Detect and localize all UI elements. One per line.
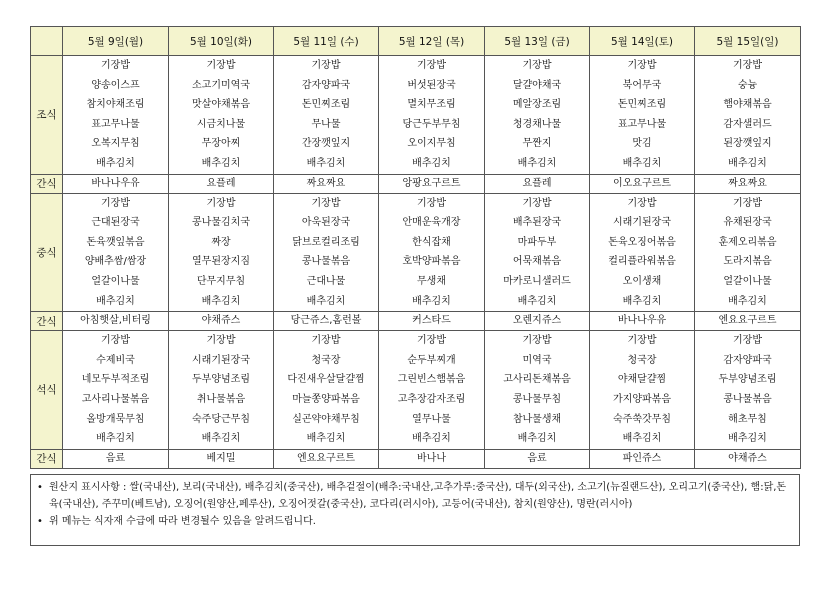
dish-item: 해초무침	[728, 413, 767, 425]
bullet-icon: •	[37, 516, 43, 527]
dish-item: 돈민찌조림	[301, 99, 351, 111]
dish-item: 어묵채볶음	[512, 256, 562, 268]
dish-item: 도라지볶음	[723, 256, 772, 268]
snack-item: 바나나우유	[617, 315, 667, 327]
dish-item: 기장밥	[206, 197, 236, 209]
dish-list	[379, 194, 484, 312]
meal-label-breakfast: 조식	[31, 56, 63, 175]
dish-item: 수제비국	[96, 354, 135, 366]
dish-item: 청경채나물	[512, 118, 562, 130]
snack-cell	[63, 312, 169, 331]
snack-cell	[169, 449, 274, 468]
dish-item: 취나물볶음	[196, 393, 246, 405]
snack-item: 오렌지쥬스	[512, 315, 562, 327]
dish-item: 열무나물	[412, 413, 451, 425]
snack-item: 당근쥬스,홈런볼	[290, 315, 362, 327]
day-header: 5월 12일 (목)	[379, 27, 485, 56]
snack-cell	[485, 312, 590, 331]
dish-item: 컬리플라워볶음	[608, 256, 676, 268]
snack-item: 앙팡요구르트	[402, 177, 461, 189]
snack-item: 요플레	[522, 177, 552, 189]
dish-item: 기장밥	[733, 197, 762, 209]
dish-item: 배추김치	[96, 295, 135, 307]
dish-item: 시래기된장국	[613, 217, 671, 229]
dish-item: 올방개묵무침	[86, 413, 145, 425]
snack-item: 짜요짜요	[728, 177, 767, 189]
snack-item: 베지밀	[206, 452, 236, 464]
meal-row	[31, 331, 801, 450]
dish-item: 배추김치	[412, 433, 451, 445]
dish-item: 감자양파국	[301, 79, 351, 91]
snack-cell	[485, 449, 590, 468]
dish-item: 맛김	[632, 138, 652, 150]
meal-label-snack: 간식	[31, 312, 63, 331]
dish-item: 고사리돈채볶음	[503, 374, 571, 386]
origin-text: 원산지 표시사항 : 쌀(국내산), 보리(국내산), 배추김치(중국산), 배추겉절이(배추:국내산,고추가루:중국산), 대두(외국산), 소고기(뉴질랜드산), 오리고기(중국산), 햄:닭,돈육(국내산), 주꾸미(베트남), 오징어(원양산,페루산), 오징어젓갈(중국산), 코다리(러시아), 고등어(국내산), 참치(원양산), 명란(러시아)	[49, 482, 787, 510]
dish-item: 그린빈스햄볶음	[397, 374, 466, 386]
dish-item: 표고무나물	[91, 118, 140, 130]
dish-list	[169, 56, 273, 174]
dish-item: 고추장감자조림	[397, 393, 466, 405]
dish-item: 맛살야채볶음	[192, 99, 250, 111]
dish-item: 돈민찌조림	[617, 99, 667, 111]
dish-list	[485, 56, 589, 174]
snack-cell	[169, 174, 274, 193]
dish-item: 미역국	[522, 354, 552, 366]
dish-item: 오복지무침	[91, 138, 140, 150]
dish-item: 기장밥	[206, 60, 236, 71]
dish-item: 된장깻잎지	[723, 138, 772, 150]
dish-item: 기장밥	[206, 335, 236, 347]
dish-item: 닭브로컬리조림	[292, 236, 360, 248]
dish-item: 청국장	[311, 354, 341, 366]
dish-item: 가지양파볶음	[613, 393, 671, 405]
dish-item: 달걀야채국	[512, 79, 562, 91]
dish-item: 배추김치	[728, 433, 767, 445]
notice-text: 위 메뉴는 식자재 수급에 따라 변경될수 있음을 알려드립니다.	[49, 516, 316, 527]
dish-item: 마카로니샐러드	[503, 275, 571, 287]
menu-cell	[590, 331, 695, 450]
dish-item: 실곤약야채무침	[292, 413, 360, 425]
menu-cell	[695, 193, 801, 312]
meal-label-snack: 간식	[31, 449, 63, 468]
snack-item: 바나나우유	[91, 177, 140, 189]
dish-item: 아욱된장국	[301, 217, 351, 229]
menu-cell	[379, 193, 485, 312]
dish-item: 버섯된장국	[407, 79, 456, 91]
menu-cell	[485, 193, 590, 312]
dish-item: 콩나물김치국	[192, 217, 250, 229]
dish-item: 오이생채	[622, 275, 662, 287]
snack-item: 요플레	[206, 177, 236, 189]
dish-item: 배추김치	[201, 433, 241, 445]
dish-item: 배추김치	[201, 295, 241, 307]
dish-list	[274, 56, 378, 174]
header-row	[31, 27, 801, 56]
menu-cell	[379, 331, 485, 450]
dish-item: 숙주쑥갓무침	[613, 413, 671, 425]
meal-label-snack: 간식	[31, 174, 63, 193]
dish-item: 마파두부	[517, 236, 557, 248]
snack-item: 엔요요구르트	[297, 452, 355, 464]
menu-cell	[485, 331, 590, 450]
dish-item: 무장아찌	[201, 138, 241, 150]
dish-item: 기장밥	[101, 60, 130, 71]
dish-item: 시래기된장국	[192, 354, 250, 366]
bullet-icon: •	[37, 482, 43, 493]
menu-cell	[590, 193, 695, 312]
dish-item: 열무된장지짐	[192, 256, 250, 268]
dish-item: 배추김치	[306, 295, 346, 307]
dish-item: 멸치무조림	[407, 99, 456, 111]
dish-item: 참치야채조림	[86, 99, 145, 111]
dish-item: 무나물	[311, 118, 341, 130]
snack-row	[31, 449, 801, 468]
dish-item: 짜장	[211, 236, 231, 248]
dish-item: 배추김치	[728, 295, 767, 307]
dish-item: 북어무국	[622, 79, 662, 91]
dish-item: 기장밥	[627, 60, 657, 71]
snack-item: 커스타드	[412, 315, 451, 327]
dish-item: 콩나물볶음	[723, 393, 772, 405]
dish-item: 무생채	[417, 275, 446, 287]
snack-item: 아침햇살,비터링	[80, 315, 151, 327]
dish-item: 무짠지	[522, 138, 552, 150]
dish-item: 배추김치	[517, 295, 557, 307]
snack-item: 바나나	[417, 452, 446, 464]
dish-list	[63, 194, 168, 312]
dish-item: 기장밥	[522, 335, 552, 347]
snack-cell	[274, 312, 379, 331]
meal-row	[31, 56, 801, 175]
dish-item: 기장밥	[311, 60, 341, 71]
dish-item: 시금치나물	[196, 118, 246, 130]
day-header: 5월 11일 (수)	[274, 27, 379, 56]
dish-item: 안매운육개장	[402, 217, 461, 229]
snack-item: 파인쥬스	[622, 452, 662, 464]
snack-cell	[63, 174, 169, 193]
menu-cell	[169, 193, 274, 312]
dish-item: 두부양념조림	[718, 374, 777, 386]
day-header: 5월 9일(월)	[63, 27, 169, 56]
dish-list	[169, 194, 273, 312]
dish-item: 배추김치	[517, 433, 557, 445]
dish-item: 배추김치	[412, 157, 451, 169]
dish-item: 근대나물	[306, 275, 346, 287]
dish-item: 배추김치	[201, 157, 241, 169]
dish-item: 고사리나물볶음	[81, 393, 150, 405]
dish-list	[63, 56, 168, 174]
snack-row	[31, 312, 801, 331]
snack-cell	[695, 174, 801, 193]
dish-item: 기장밥	[733, 60, 762, 71]
dish-item: 배추김치	[622, 433, 662, 445]
menu-cell	[590, 56, 695, 175]
snack-row	[31, 174, 801, 193]
menu-cell	[485, 56, 590, 175]
menu-cell	[169, 331, 274, 450]
dish-item: 두부양념조림	[192, 374, 250, 386]
snack-cell	[485, 174, 590, 193]
dish-item: 양배추쌈/쌈장	[84, 256, 147, 268]
menu-cell	[274, 193, 379, 312]
dish-item: 순두부찌개	[407, 354, 456, 366]
dish-item: 한식잡채	[412, 236, 451, 248]
dish-item: 양송이스프	[91, 79, 140, 91]
dish-item: 배추김치	[96, 433, 135, 445]
dish-item: 단무지무침	[196, 275, 246, 287]
dish-item: 메알장조림	[512, 99, 562, 111]
snack-cell	[590, 174, 695, 193]
dish-item: 네모두부적조림	[81, 374, 150, 386]
dish-item: 오이지무침	[407, 138, 456, 150]
snack-item: 음료	[105, 452, 126, 464]
dish-item: 배추된장국	[512, 217, 562, 229]
dish-item: 기장밥	[627, 335, 657, 347]
snack-item: 엔요요구르트	[718, 315, 777, 327]
dish-item: 배추김치	[622, 295, 662, 307]
snack-item: 이오요구르트	[613, 177, 671, 189]
notes-box	[30, 474, 800, 546]
dish-item: 당근두부무침	[402, 118, 461, 130]
snack-cell	[379, 449, 485, 468]
dish-item: 야채달걀찜	[617, 374, 667, 386]
dish-item: 유채된장국	[723, 217, 772, 229]
dish-item: 햄야채볶음	[723, 99, 772, 111]
dish-item: 기장밥	[417, 197, 446, 209]
dish-item: 기장밥	[101, 335, 130, 347]
weekly-menu-table	[30, 26, 801, 469]
dish-list	[695, 56, 800, 174]
dish-item: 배추김치	[622, 157, 662, 169]
snack-cell	[274, 449, 379, 468]
dish-item: 감자양파국	[723, 354, 772, 366]
note-notice	[37, 513, 793, 530]
dish-list	[63, 331, 168, 449]
meal-label-lunch: 중식	[31, 193, 63, 312]
snack-cell	[590, 312, 695, 331]
dish-item: 숙주당근무침	[192, 413, 250, 425]
dish-list	[274, 331, 378, 449]
dish-item: 간장깻잎지	[301, 138, 351, 150]
day-header: 5월 13일 (금)	[485, 27, 590, 56]
menu-cell	[63, 56, 169, 175]
dish-item: 참나물생채	[512, 413, 562, 425]
dish-item: 배추김치	[306, 157, 346, 169]
dish-list	[485, 194, 589, 312]
day-header: 5월 15일(일)	[695, 27, 801, 56]
dish-item: 배추김치	[412, 295, 451, 307]
dish-item: 기장밥	[311, 197, 341, 209]
dish-item: 콩나물볶음	[301, 256, 351, 268]
dish-item: 감자샐러드	[723, 118, 772, 130]
dish-list	[485, 331, 589, 449]
dish-item: 소고기미역국	[192, 79, 250, 91]
menu-cell	[63, 331, 169, 450]
dish-item: 기장밥	[522, 60, 552, 71]
meal-label-dinner: 석식	[31, 331, 63, 450]
dish-item: 배추김치	[306, 433, 346, 445]
snack-item: 음료	[527, 452, 547, 464]
dish-list	[590, 194, 694, 312]
dish-item: 호박양파볶음	[402, 256, 461, 268]
dish-list	[590, 331, 694, 449]
snack-item: 야채쥬스	[201, 315, 241, 327]
dish-item: 배추김치	[96, 157, 135, 169]
corner-cell	[31, 27, 63, 56]
dish-item: 기장밥	[101, 197, 130, 209]
menu-cell	[379, 56, 485, 175]
dish-item: 기장밥	[417, 335, 446, 347]
snack-cell	[379, 174, 485, 193]
dish-item: 마늘쫑양파볶음	[292, 393, 360, 405]
dish-item: 다진새우살달걀찜	[287, 374, 365, 386]
dish-item: 기장밥	[733, 335, 762, 347]
snack-cell	[63, 449, 169, 468]
dish-list	[695, 194, 800, 312]
snack-cell	[695, 449, 801, 468]
dish-item: 배추김치	[728, 157, 767, 169]
menu-cell	[695, 331, 801, 450]
meal-row	[31, 193, 801, 312]
dish-list	[590, 56, 694, 174]
day-header: 5월 10일(화)	[169, 27, 274, 56]
snack-cell	[590, 449, 695, 468]
snack-cell	[379, 312, 485, 331]
menu-cell	[274, 56, 379, 175]
dish-item: 돈육깻잎볶음	[86, 236, 145, 248]
dish-list	[695, 331, 800, 449]
dish-item: 근대된장국	[91, 217, 140, 229]
day-header: 5월 14일(토)	[590, 27, 695, 56]
menu-cell	[63, 193, 169, 312]
dish-list	[379, 56, 484, 174]
dish-list	[169, 331, 273, 449]
dish-item: 표고무나물	[617, 118, 667, 130]
snack-cell	[695, 312, 801, 331]
dish-item: 청국장	[627, 354, 657, 366]
dish-item: 숭늉	[737, 79, 758, 91]
dish-item: 훈제오리볶음	[718, 236, 777, 248]
note-origin	[37, 479, 793, 513]
dish-item: 기장밥	[417, 60, 446, 71]
dish-list	[274, 194, 378, 312]
dish-list	[379, 331, 484, 449]
dish-item: 돈육오징어볶음	[608, 236, 676, 248]
dish-item: 얼갈이나물	[91, 275, 140, 287]
dish-item: 콩나물무침	[512, 393, 562, 405]
snack-cell	[274, 174, 379, 193]
dish-item: 얼갈이나물	[723, 275, 772, 287]
menu-cell	[169, 56, 274, 175]
snack-item: 야채쥬스	[728, 452, 767, 464]
dish-item: 기장밥	[627, 197, 657, 209]
dish-item: 기장밥	[311, 335, 341, 347]
menu-cell	[274, 331, 379, 450]
dish-item: 기장밥	[522, 197, 552, 209]
snack-cell	[169, 312, 274, 331]
menu-cell	[695, 56, 801, 175]
dish-item: 배추김치	[517, 157, 557, 169]
snack-item: 짜요짜요	[306, 177, 346, 189]
